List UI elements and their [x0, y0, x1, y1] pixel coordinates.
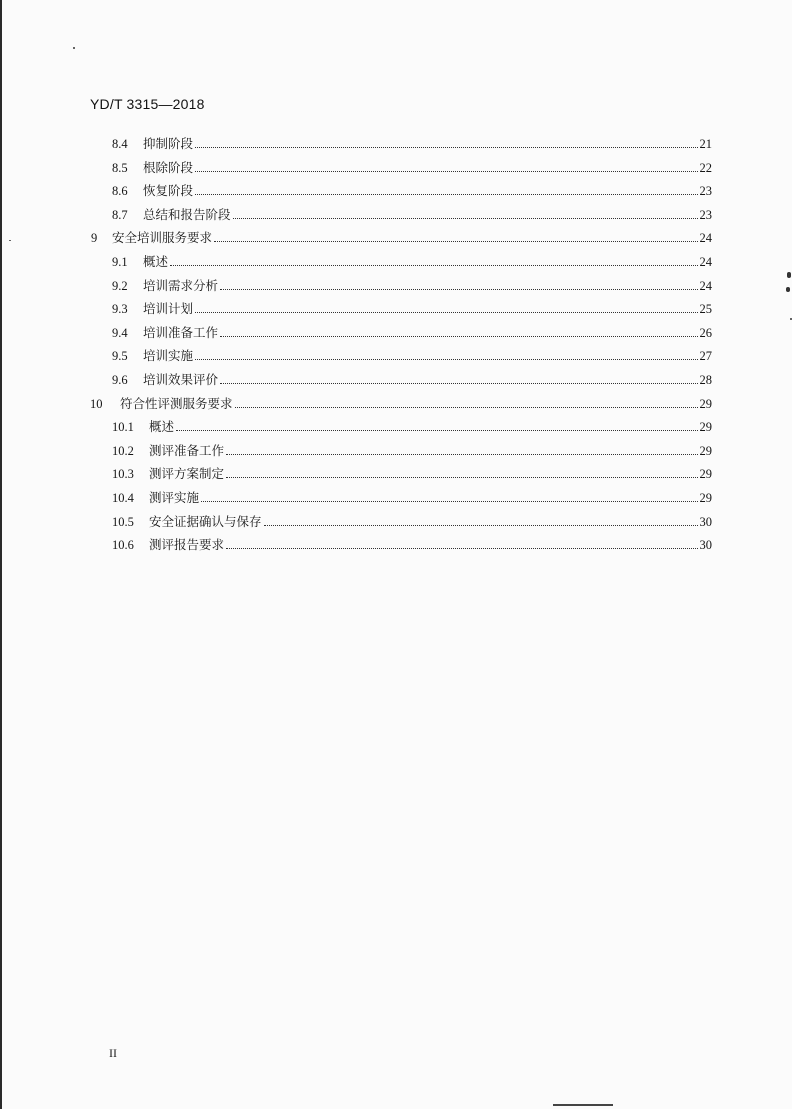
- page-left-edge: [0, 0, 2, 1109]
- toc-entry-page: 30: [699, 538, 712, 553]
- toc-dot-leader: [176, 414, 697, 431]
- toc-dot-leader: [195, 178, 697, 195]
- toc-entry-title: 测评报告要求: [149, 537, 225, 553]
- toc-dot-leader: [226, 438, 697, 455]
- toc-section-entry[interactable]: [112, 366, 712, 388]
- toc-entry-number: 10.1: [112, 420, 134, 435]
- toc-entry-number: 10.2: [112, 443, 134, 458]
- toc-section-entry[interactable]: [112, 319, 712, 341]
- toc-entry-number: 9.3: [112, 302, 128, 317]
- toc-entry-number: 9.6: [112, 373, 128, 387]
- toc-entry-title: 培训效果评价: [143, 372, 219, 387]
- toc-entry-number: 10.5: [112, 514, 134, 529]
- toc-section-entry[interactable]: [112, 460, 712, 482]
- toc-section-entry[interactable]: [112, 437, 712, 459]
- toc-entry-title: 培训计划: [143, 301, 194, 317]
- toc-section-entry[interactable]: [112, 531, 712, 553]
- toc-section-entry[interactable]: [112, 508, 712, 530]
- toc-entry-page: 29: [699, 420, 712, 435]
- toc-dot-leader: [214, 225, 697, 242]
- toc-entry-page: 24: [699, 278, 712, 293]
- toc-dot-leader: [195, 296, 697, 313]
- toc-entry-number: 8.6: [112, 184, 128, 199]
- toc-entry-title: 符合性评测服务要求: [120, 395, 233, 411]
- toc-entry-number: 8.5: [112, 160, 128, 175]
- toc-entry-page: 30: [699, 514, 712, 529]
- footer-page-number: II: [109, 1046, 117, 1060]
- toc-entry-page: 29: [699, 491, 712, 505]
- toc-dot-leader: [195, 155, 697, 172]
- toc-section-entry[interactable]: [112, 272, 712, 294]
- toc-entry-number: 8.7: [112, 207, 128, 222]
- toc-dot-leader: [201, 485, 697, 502]
- toc-entry-title: 概述: [143, 254, 169, 269]
- toc-section-entry[interactable]: [112, 201, 712, 223]
- scan-edge-line: [553, 1104, 613, 1106]
- toc-dot-leader: [235, 391, 698, 408]
- toc-entry-number: 8.4: [112, 137, 128, 151]
- toc-chapter-entry[interactable]: [91, 224, 712, 246]
- toc-entry-page: 23: [699, 207, 712, 222]
- toc-entry-number: 10: [90, 396, 103, 411]
- toc-dot-leader: [195, 343, 697, 360]
- toc-entry-title: 安全培训服务要求: [112, 230, 213, 246]
- toc-entry-number: 10.6: [112, 538, 134, 553]
- toc-entry-page: 29: [699, 396, 712, 411]
- toc-entry-title: 抑制阶段: [143, 136, 194, 151]
- toc-entry-title: 测评准备工作: [149, 442, 225, 458]
- toc-entry-page: 29: [699, 467, 712, 482]
- toc-entry-page: 26: [699, 325, 712, 340]
- toc-entry-title: 培训准备工作: [143, 324, 219, 340]
- toc-entry-page: 23: [699, 184, 712, 199]
- toc-section-entry[interactable]: [112, 484, 712, 506]
- toc-entry-title: 根除阶段: [143, 159, 194, 175]
- toc-entry-number: 9.5: [112, 349, 128, 364]
- toc-section-entry[interactable]: [112, 248, 712, 270]
- toc-section-entry[interactable]: [112, 130, 712, 152]
- toc-entry-title: 培训需求分析: [143, 277, 219, 293]
- toc-entry-title: 测评方案制定: [149, 466, 225, 482]
- toc-section-entry[interactable]: [112, 342, 712, 364]
- toc-dot-leader: [220, 367, 697, 384]
- toc-dot-leader: [226, 461, 697, 478]
- toc-dot-leader: [220, 273, 697, 290]
- toc-entry-page: 21: [699, 137, 712, 151]
- toc-entry-title: 培训实施: [143, 348, 194, 364]
- toc-dot-leader: [220, 320, 697, 337]
- toc-dot-leader: [233, 202, 698, 219]
- scan-speck: [787, 272, 791, 278]
- toc-dot-leader: [170, 249, 697, 266]
- toc-entry-title: 概述: [149, 419, 175, 435]
- toc-entry-page: 27: [699, 349, 712, 364]
- toc-entry-number: 9.2: [112, 278, 128, 293]
- toc-entry-number: 9.4: [112, 325, 128, 340]
- scan-speck: [73, 47, 75, 49]
- toc-entry-number: 9.1: [112, 255, 128, 269]
- toc-section-entry[interactable]: [112, 177, 712, 199]
- scan-speck: [9, 240, 11, 241]
- toc-chapter-entry[interactable]: [90, 390, 712, 412]
- toc-entry-page: 24: [699, 231, 712, 246]
- toc-dot-leader: [264, 509, 698, 526]
- toc-entry-title: 总结和报告阶段: [143, 206, 231, 222]
- document-code: YD/T 3315—2018: [90, 96, 205, 112]
- toc-entry-title: 测评实施: [149, 490, 200, 505]
- toc-entry-page: 29: [699, 443, 712, 458]
- toc-entry-number: 9: [91, 231, 98, 246]
- toc-section-entry[interactable]: [112, 295, 712, 317]
- toc-entry-page: 24: [699, 255, 712, 269]
- toc-entry-page: 25: [699, 302, 712, 317]
- toc-entry-title: 安全证据确认与保存: [149, 513, 262, 529]
- toc-entry-number: 10.3: [112, 467, 134, 482]
- toc-section-entry[interactable]: [112, 154, 712, 176]
- toc-dot-leader: [195, 131, 697, 148]
- toc-entry-title: 恢复阶段: [143, 183, 194, 199]
- scan-speck: [786, 287, 790, 292]
- toc-entry-number: 10.4: [112, 491, 134, 505]
- toc-entry-page: 28: [699, 373, 712, 387]
- toc-dot-leader: [226, 532, 697, 549]
- toc-section-entry[interactable]: [112, 413, 712, 435]
- toc-entry-page: 22: [699, 160, 712, 175]
